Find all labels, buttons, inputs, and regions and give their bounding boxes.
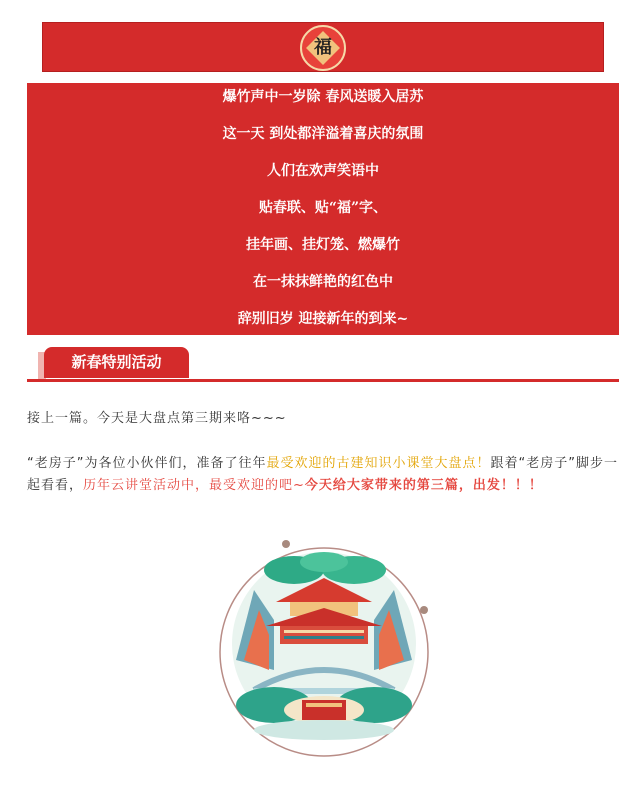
poem-line-5: 挂年画、挂灯笼、燃爆竹 xyxy=(246,237,400,253)
para-text-2: 跟着“老房子”脚步一起看看， xyxy=(27,456,618,493)
body-paragraph xyxy=(27,453,619,497)
highlight-yellow-text: 最受欢迎的古建知识小课堂大盘点！ xyxy=(266,456,491,471)
poem-box xyxy=(27,83,619,335)
highlight-red-text: 历年云讲堂活动中，最受欢迎的吧~ xyxy=(83,478,305,493)
para-text-1: “老房子”为各位小伙伴们，准备了往年 xyxy=(27,456,267,471)
ancient-pavilion-illustration-icon xyxy=(214,540,434,760)
poem-line-7: 辞别旧岁 迎接新年的到来~ xyxy=(237,311,409,327)
highlight-red-bold-text: 今天给大家带来的第三篇，出发！！！ xyxy=(304,478,543,493)
poem-line-6: 在一抹抹鲜艳的红色中 xyxy=(253,274,393,290)
poem-line-2: 这一天 到处都洋溢着喜庆的氛围 xyxy=(222,126,424,142)
section-title: 新春特别活动 xyxy=(44,347,189,378)
section-divider xyxy=(27,379,619,382)
fu-character: 福 xyxy=(314,37,332,58)
fu-badge-icon xyxy=(300,25,346,71)
poem-line-4: 贴春联、贴“福”字、 xyxy=(258,200,388,216)
poem-line-1: 爆竹声中一岁除 春风送暖入居苏 xyxy=(222,89,424,105)
poem-line-3: 人们在欢声笑语中 xyxy=(267,163,379,179)
intro-text: 接上一篇。今天是大盘点第三期来咯~~~ xyxy=(27,411,287,426)
